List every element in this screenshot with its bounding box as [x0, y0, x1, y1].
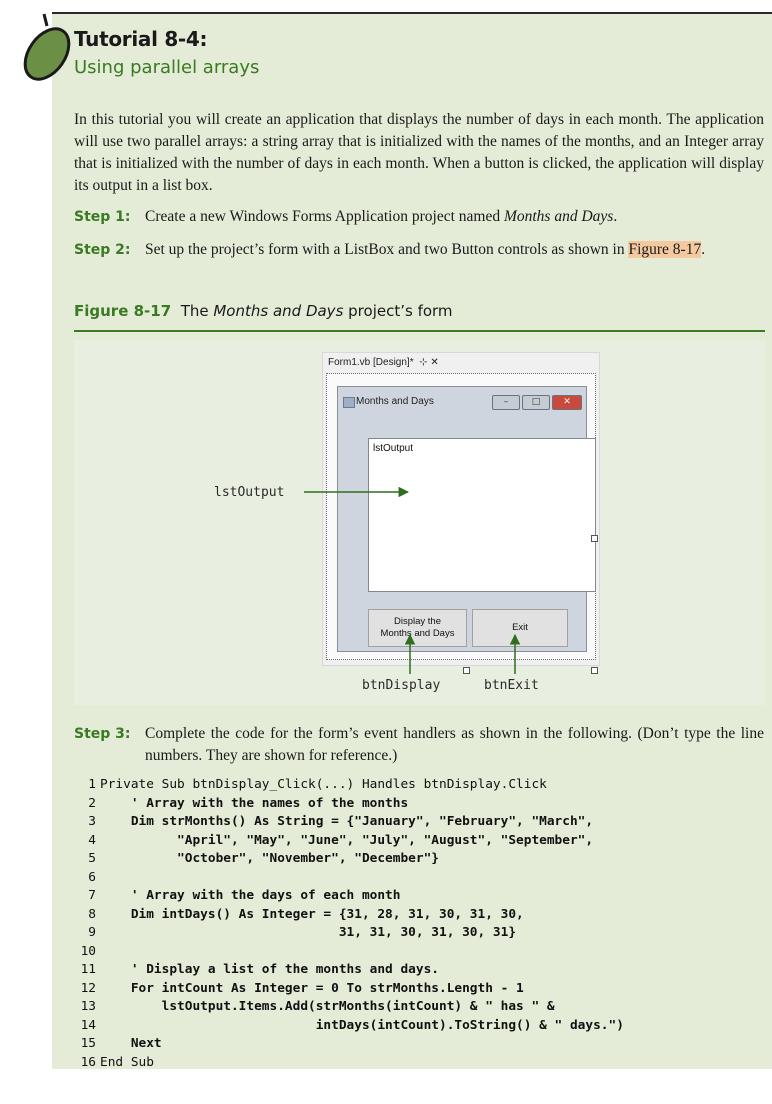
- tab-pin-close-icon[interactable]: ⊹ ✕: [419, 357, 439, 368]
- code-text: lstOutput.Items.Add(strMonths(intCount) & " has " &: [100, 999, 555, 1014]
- intro-paragraph: In this tutorial you will create an application that displays the number of days in each month. The application will use two parallel arrays: a string array that is initialized with the names of the months, and an Integer array that is initialized with the number of days in each month. When a button is clicked, the application will display its output in a list box.: [74, 111, 764, 194]
- step-label: Step 1:: [74, 209, 131, 225]
- project-name: Months and Days: [503, 208, 614, 225]
- code-text: For intCount As Integer = 0 To strMonths.Length - 1: [100, 980, 524, 996]
- line-number: 1: [88, 777, 96, 792]
- code-text: 31, 31, 30, 31, 30, 31}: [100, 925, 517, 940]
- code-text: "October", "November", "December"}: [100, 851, 439, 866]
- display-button-label-2: Months and Days: [380, 628, 455, 639]
- code-listing: [74, 776, 624, 1072]
- step-text-end: .: [613, 208, 618, 225]
- line-number: 7: [88, 888, 96, 903]
- caption-text: The: [180, 302, 214, 320]
- code-line: [74, 1054, 624, 1073]
- exit-button[interactable]: Exit: [472, 609, 568, 647]
- line-number: 8: [88, 906, 96, 922]
- window-title: Months and Days: [356, 396, 434, 407]
- display-button-label-1: Display the: [394, 616, 441, 627]
- caption-project-name: Months and Days: [213, 302, 344, 320]
- line-number: 5: [88, 851, 96, 866]
- code-text: Dim strMonths() As String = {"January", "February", "March",: [100, 814, 594, 829]
- code-line: [74, 1035, 624, 1054]
- code-text: End Sub: [100, 1054, 154, 1070]
- line-number: 9: [88, 925, 96, 940]
- line-number: 10: [80, 943, 96, 959]
- line-number: 11: [80, 962, 96, 977]
- step-text: Set up the project’s form with a ListBox and two Button controls as shown in: [145, 241, 629, 258]
- code-line: [74, 850, 624, 869]
- line-number: 16: [80, 1054, 96, 1070]
- figure-reference-link[interactable]: Figure 8-17: [628, 241, 702, 258]
- tutorial-subtitle: Using parallel arrays: [74, 57, 260, 78]
- line-number: 14: [80, 1017, 96, 1033]
- code-text: ' Display a list of the months and days.: [100, 962, 439, 977]
- step-label: Step 2:: [74, 242, 131, 258]
- step-label: Step 3:: [74, 726, 131, 742]
- code-line: [74, 832, 624, 851]
- line-number: 13: [80, 999, 96, 1014]
- code-line: [74, 961, 624, 980]
- step-text-end: .: [701, 241, 706, 258]
- line-number: 12: [80, 980, 96, 996]
- code-text: "April", "May", "June", "July", "August", "September",: [100, 832, 594, 848]
- code-text: ' Array with the names of the months: [100, 795, 409, 811]
- caption-text-end: project’s form: [343, 302, 453, 320]
- code-line: [74, 998, 624, 1017]
- line-number: 6: [88, 869, 96, 885]
- line-number: 2: [88, 795, 96, 811]
- step-text: Create a new Windows Forms Application project named: [145, 208, 504, 225]
- code-line: [74, 980, 624, 999]
- line-number: 3: [88, 814, 96, 829]
- code-line: [74, 776, 624, 795]
- callout-lstoutput: lstOutput: [214, 485, 285, 500]
- listbox-name-label: lstOutput: [373, 443, 414, 454]
- designer-tab-label: Form1.vb [Design]*: [328, 357, 414, 368]
- code-line: [74, 924, 624, 943]
- callout-btnexit: btnExit: [484, 678, 539, 693]
- line-number: 15: [80, 1036, 96, 1051]
- code-line: [74, 943, 624, 962]
- code-line: [74, 813, 624, 832]
- maximize-icon[interactable]: □: [522, 395, 550, 410]
- code-line: [74, 869, 624, 888]
- code-line: [74, 795, 624, 814]
- code-text: Dim intDays() As Integer = {31, 28, 31, 30, 31, 30,: [100, 906, 524, 922]
- code-line: [74, 906, 624, 925]
- line-number: 4: [88, 832, 96, 848]
- code-line: [74, 1017, 624, 1036]
- callout-btndisplay: btnDisplay: [362, 678, 441, 693]
- tutorial-title: Tutorial 8-4:: [74, 27, 208, 51]
- minimize-icon[interactable]: –: [492, 395, 520, 410]
- step-3: [74, 723, 764, 767]
- code-text: intDays(intCount).ToString() & " days."): [100, 1017, 624, 1033]
- code-line: [74, 887, 624, 906]
- code-text: Next: [100, 1036, 162, 1051]
- code-text: Private Sub btnDisplay_Click(...) Handles btnDisplay.Click: [100, 777, 547, 792]
- close-icon[interactable]: ✕: [552, 395, 582, 410]
- code-text: ' Array with the days of each month: [100, 888, 401, 903]
- figure-number: Figure 8-17: [74, 302, 172, 320]
- step-text: Complete the code for the form’s event handlers as shown in the following. (Don’t type the line numbers. They are shown for reference.): [145, 725, 764, 764]
